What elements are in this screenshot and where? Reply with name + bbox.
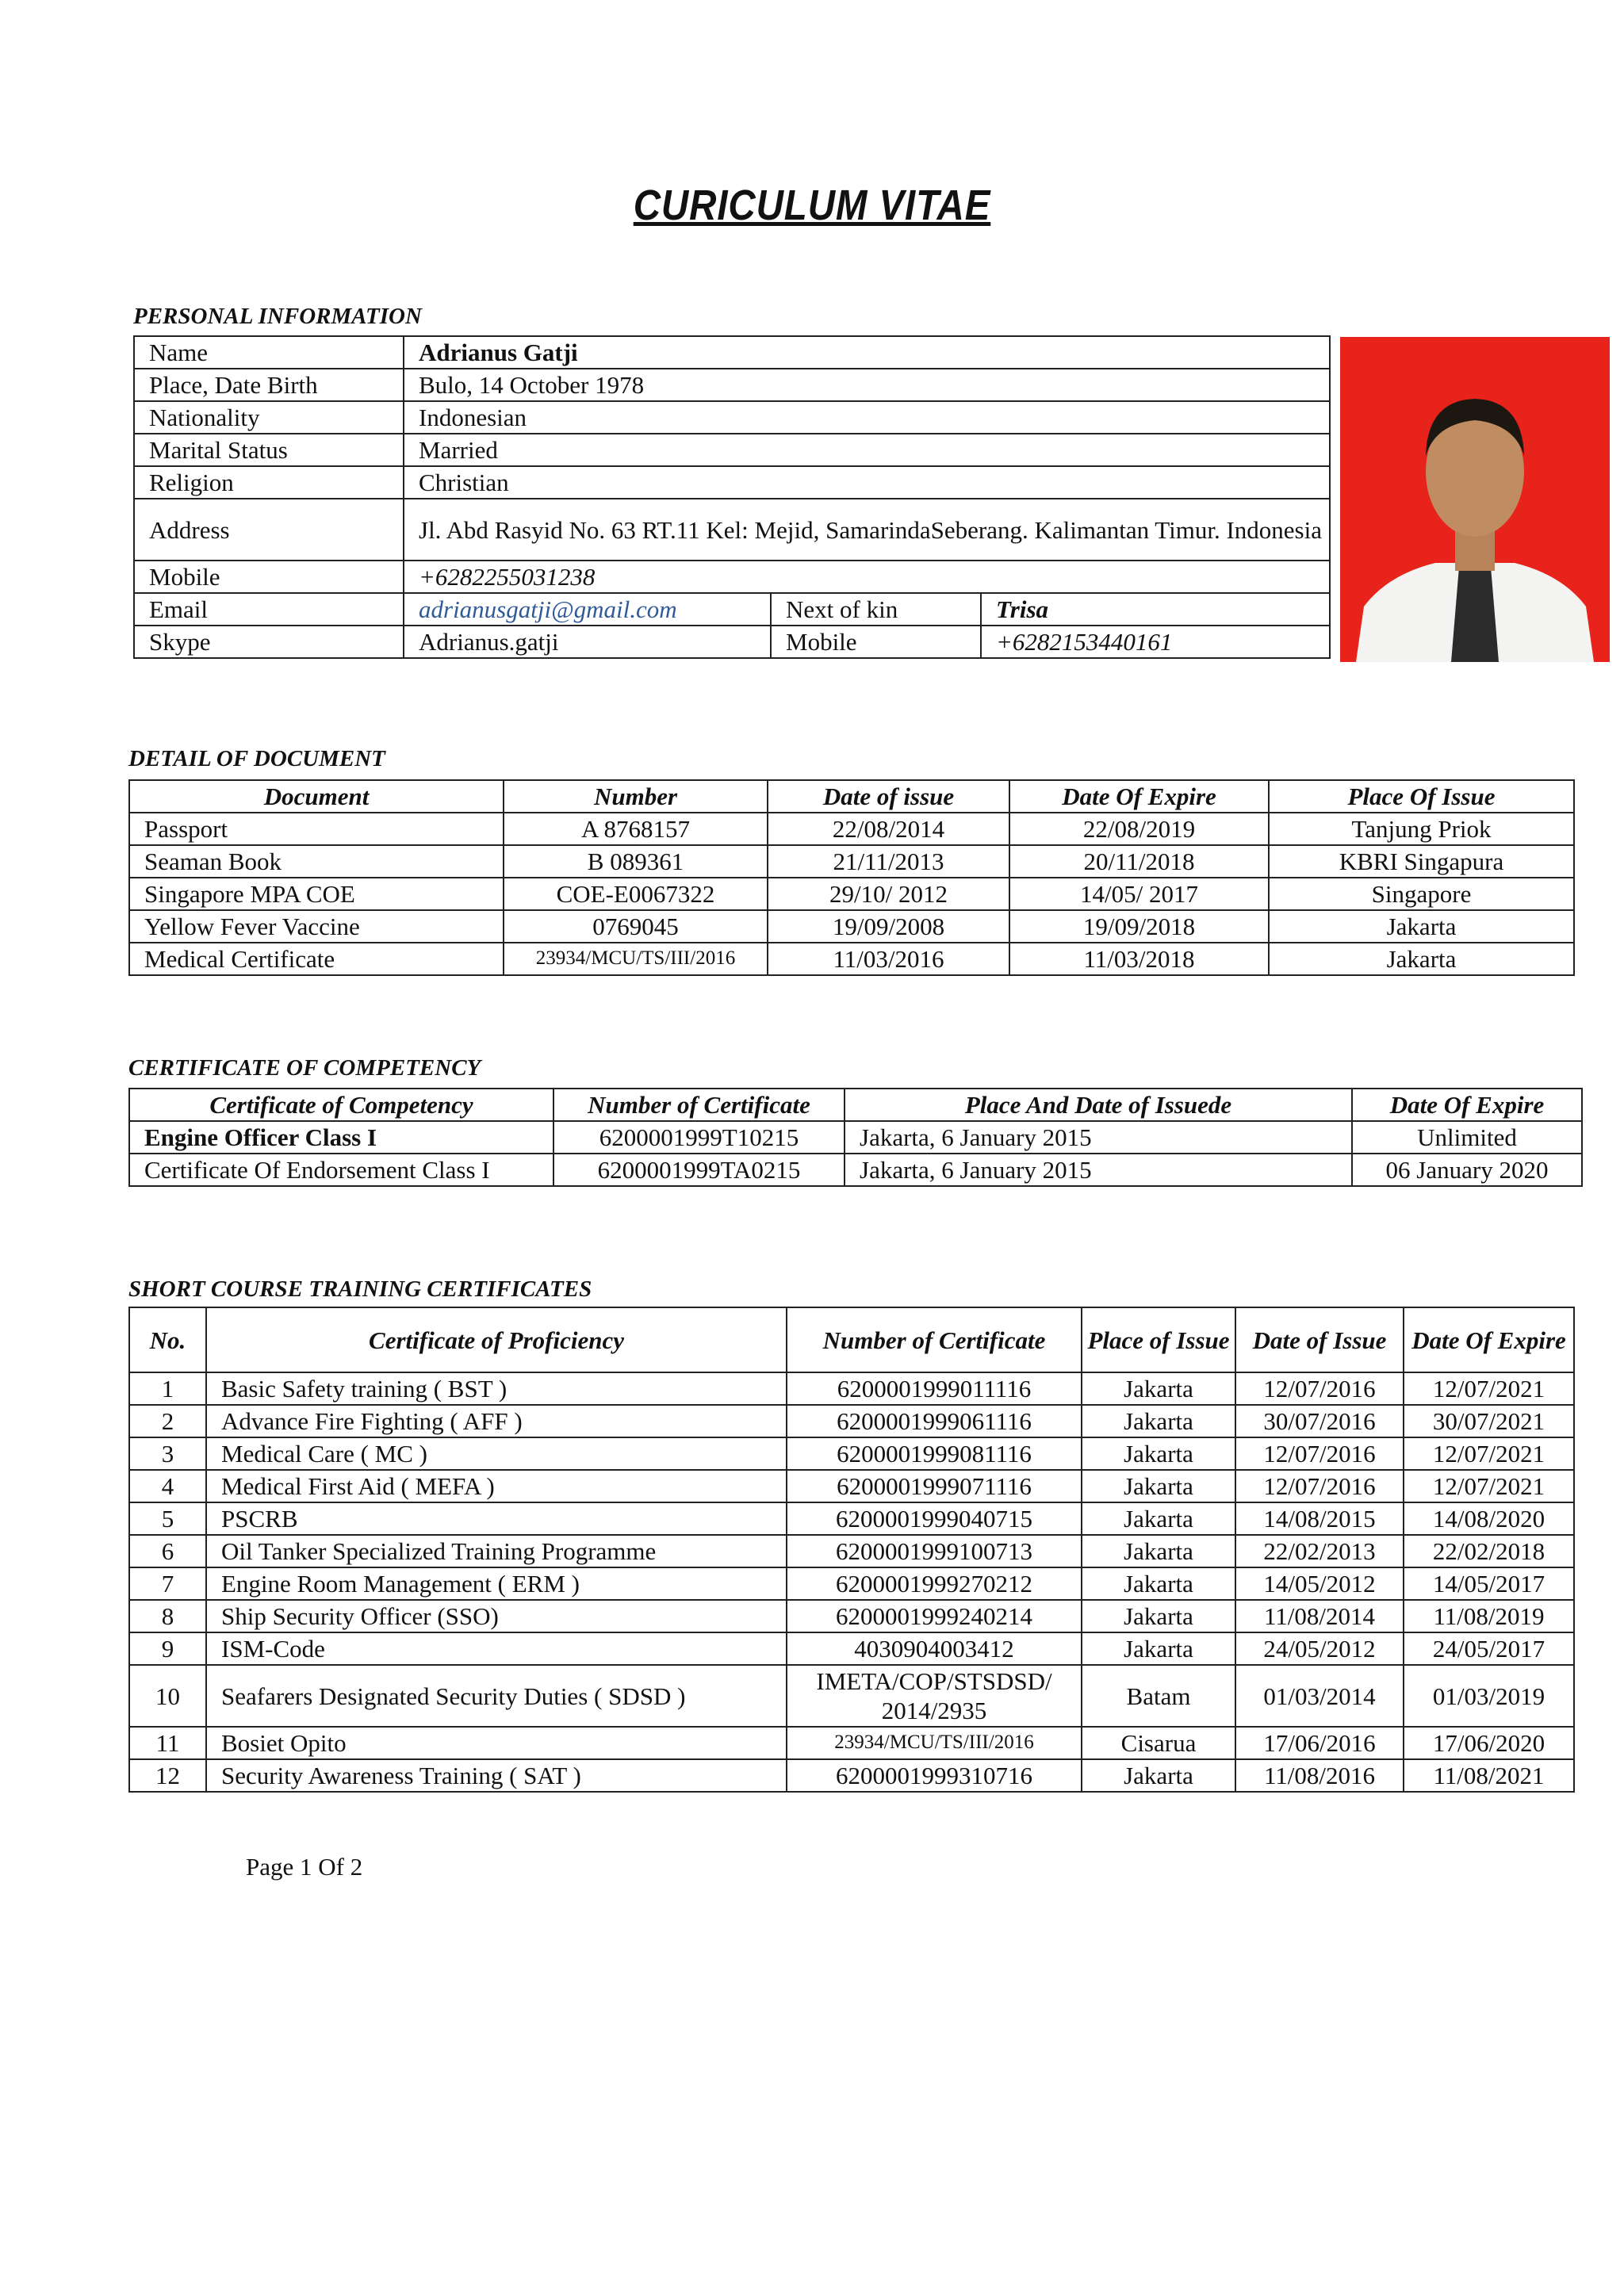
field-value: Bulo, 14 October 1978 bbox=[404, 369, 1330, 401]
column-header: Place Of Issue bbox=[1269, 780, 1574, 813]
table-cell: 22/02/2018 bbox=[1404, 1535, 1574, 1567]
table-cell: 4 bbox=[129, 1470, 206, 1502]
table-cell: Jakarta bbox=[1269, 943, 1574, 975]
table-row bbox=[129, 813, 1574, 845]
column-header: Date of Issue bbox=[1235, 1307, 1404, 1372]
table-row bbox=[129, 1600, 1574, 1632]
table-row bbox=[129, 1502, 1574, 1535]
table-cell: Medical Care ( MC ) bbox=[206, 1437, 787, 1470]
table-row bbox=[129, 1372, 1574, 1405]
field-label: Religion bbox=[134, 466, 404, 499]
column-header: Number of Certificate bbox=[553, 1089, 845, 1121]
table-cell: Engine Room Management ( ERM ) bbox=[206, 1567, 787, 1600]
table-cell: 06 January 2020 bbox=[1352, 1154, 1582, 1186]
table-cell: Jakarta bbox=[1082, 1567, 1235, 1600]
table-cell: Security Awareness Training ( SAT ) bbox=[206, 1759, 787, 1792]
table-cell: 10 bbox=[129, 1665, 206, 1727]
table-cell: Jakarta, 6 January 2015 bbox=[845, 1121, 1352, 1154]
table-row bbox=[129, 1567, 1574, 1600]
table-cell: B 089361 bbox=[504, 845, 768, 878]
personal-row bbox=[134, 561, 1330, 593]
table-cell: 14/08/2020 bbox=[1404, 1502, 1574, 1535]
table-cell: Singapore MPA COE bbox=[129, 878, 504, 910]
field-label: Next of kin bbox=[771, 593, 981, 626]
table-cell: 21/11/2013 bbox=[768, 845, 1009, 878]
table-cell: 20/11/2018 bbox=[1009, 845, 1269, 878]
field-label: Nationality bbox=[134, 401, 404, 434]
table-cell: Seaman Book bbox=[129, 845, 504, 878]
field-value: Jl. Abd Rasyid No. 63 RT.11 Kel: Mejid, SamarindaSeberang. Kalimantan Timur. Indonesia bbox=[404, 499, 1330, 561]
table-cell: 11 bbox=[129, 1727, 206, 1759]
documents-table bbox=[128, 779, 1575, 976]
table-row bbox=[129, 910, 1574, 943]
table-cell: Medical First Aid ( MEFA ) bbox=[206, 1470, 787, 1502]
table-cell: 30/07/2021 bbox=[1404, 1405, 1574, 1437]
personal-row bbox=[134, 369, 1330, 401]
table-cell: Jakarta bbox=[1082, 1502, 1235, 1535]
table-cell: Jakarta bbox=[1082, 1437, 1235, 1470]
table-cell: 17/06/2016 bbox=[1235, 1727, 1404, 1759]
table-cell: Oil Tanker Specialized Training Programme bbox=[206, 1535, 787, 1567]
field-value: Christian bbox=[404, 466, 1330, 499]
table-cell: Basic Safety training ( BST ) bbox=[206, 1372, 787, 1405]
table-cell: Batam bbox=[1082, 1665, 1235, 1727]
table-cell: 12/07/2016 bbox=[1235, 1470, 1404, 1502]
table-cell: 14/08/2015 bbox=[1235, 1502, 1404, 1535]
field-value: +6282255031238 bbox=[404, 561, 1330, 593]
table-cell: 7 bbox=[129, 1567, 206, 1600]
table-row bbox=[129, 1470, 1574, 1502]
table-cell: Jakarta bbox=[1082, 1470, 1235, 1502]
field-label: Address bbox=[134, 499, 404, 561]
table-cell: 5 bbox=[129, 1502, 206, 1535]
table-cell: Unlimited bbox=[1352, 1121, 1582, 1154]
table-cell: Jakarta bbox=[1082, 1632, 1235, 1665]
column-header: Place And Date of Issuede bbox=[845, 1089, 1352, 1121]
personal-row bbox=[134, 434, 1330, 466]
competency-table bbox=[128, 1088, 1583, 1187]
section-heading-training: SHORT COURSE TRAINING CERTIFICATES bbox=[128, 1276, 592, 1302]
table-cell: 12/07/2021 bbox=[1404, 1470, 1574, 1502]
kin-mobile-value: +6282153440161 bbox=[981, 626, 1330, 658]
table-row bbox=[129, 1437, 1574, 1470]
field-label: Email bbox=[134, 593, 404, 626]
personal-row bbox=[134, 401, 1330, 434]
table-cell: Seafarers Designated Security Duties ( SDSD ) bbox=[206, 1665, 787, 1727]
table-cell: 22/08/2019 bbox=[1009, 813, 1269, 845]
table-cell: Engine Officer Class I bbox=[129, 1121, 553, 1154]
table-row bbox=[129, 1759, 1574, 1792]
table-row bbox=[129, 943, 1574, 975]
personal-row bbox=[134, 593, 1330, 626]
field-label: Name bbox=[134, 336, 404, 369]
table-cell: 6200001999040715 bbox=[787, 1502, 1082, 1535]
table-cell: 1 bbox=[129, 1372, 206, 1405]
column-header: Certificate of Competency bbox=[129, 1089, 553, 1121]
table-cell: 6 bbox=[129, 1535, 206, 1567]
table-cell: 19/09/2018 bbox=[1009, 910, 1269, 943]
table-cell: Jakarta, 6 January 2015 bbox=[845, 1154, 1352, 1186]
table-cell: 2 bbox=[129, 1405, 206, 1437]
personal-info-table bbox=[133, 335, 1331, 659]
table-cell: 6200001999071116 bbox=[787, 1470, 1082, 1502]
table-cell: 22/08/2014 bbox=[768, 813, 1009, 845]
table-cell: 6200001999081116 bbox=[787, 1437, 1082, 1470]
table-cell: Jakarta bbox=[1082, 1372, 1235, 1405]
training-table bbox=[128, 1307, 1575, 1793]
table-cell: Singapore bbox=[1269, 878, 1574, 910]
profile-photo bbox=[1340, 337, 1610, 662]
skype-value: Adrianus.gatji bbox=[404, 626, 771, 658]
table-cell: 12/07/2016 bbox=[1235, 1372, 1404, 1405]
email-link[interactable]: adrianusgatji@gmail.com bbox=[404, 593, 771, 626]
table-row bbox=[129, 1632, 1574, 1665]
table-row bbox=[129, 1727, 1574, 1759]
table-cell: PSCRB bbox=[206, 1502, 787, 1535]
section-heading-documents: DETAIL OF DOCUMENT bbox=[128, 746, 385, 771]
table-cell: Advance Fire Fighting ( AFF ) bbox=[206, 1405, 787, 1437]
table-cell: Jakarta bbox=[1082, 1600, 1235, 1632]
table-cell: 6200001999310716 bbox=[787, 1759, 1082, 1792]
table-row bbox=[129, 845, 1574, 878]
table-cell: 14/05/2017 bbox=[1404, 1567, 1574, 1600]
column-header: Date Of Expire bbox=[1352, 1089, 1582, 1121]
field-value: Indonesian bbox=[404, 401, 1330, 434]
table-cell: 19/09/2008 bbox=[768, 910, 1009, 943]
section-heading-competency: CERTIFICATE OF COMPETENCY bbox=[128, 1055, 481, 1081]
table-cell: 8 bbox=[129, 1600, 206, 1632]
table-cell: 6200001999T10215 bbox=[553, 1121, 845, 1154]
table-cell: 30/07/2016 bbox=[1235, 1405, 1404, 1437]
table-cell: 11/03/2016 bbox=[768, 943, 1009, 975]
table-cell: ISM-Code bbox=[206, 1632, 787, 1665]
table-cell: 9 bbox=[129, 1632, 206, 1665]
table-cell: 6200001999TA0215 bbox=[553, 1154, 845, 1186]
column-header: Date Of Expire bbox=[1009, 780, 1269, 813]
table-cell: 6200001999011116 bbox=[787, 1372, 1082, 1405]
table-cell: 24/05/2012 bbox=[1235, 1632, 1404, 1665]
table-cell: 17/06/2020 bbox=[1404, 1727, 1574, 1759]
table-cell: Cisarua bbox=[1082, 1727, 1235, 1759]
table-cell: COE-E0067322 bbox=[504, 878, 768, 910]
table-cell: Jakarta bbox=[1082, 1759, 1235, 1792]
personal-row bbox=[134, 499, 1330, 561]
table-cell: 24/05/2017 bbox=[1404, 1632, 1574, 1665]
table-cell: 12/07/2021 bbox=[1404, 1437, 1574, 1470]
field-label: Place, Date Birth bbox=[134, 369, 404, 401]
table-cell: Certificate Of Endorsement Class I bbox=[129, 1154, 553, 1186]
table-cell: 22/02/2013 bbox=[1235, 1535, 1404, 1567]
field-label: Skype bbox=[134, 626, 404, 658]
column-header: Date Of Expire bbox=[1404, 1307, 1574, 1372]
table-cell: 11/08/2016 bbox=[1235, 1759, 1404, 1792]
column-header: Certificate of Proficiency bbox=[206, 1307, 787, 1372]
table-cell: Medical Certificate bbox=[129, 943, 504, 975]
table-cell: 6200001999240214 bbox=[787, 1600, 1082, 1632]
personal-row bbox=[134, 626, 1330, 658]
table-row bbox=[129, 1665, 1574, 1727]
table-row bbox=[129, 1121, 1582, 1154]
table-cell: Bosiet Opito bbox=[206, 1727, 787, 1759]
field-value: Married bbox=[404, 434, 1330, 466]
column-header: Number bbox=[504, 780, 768, 813]
table-cell: 4030904003412 bbox=[787, 1632, 1082, 1665]
table-cell: IMETA/COP/STSDSD/ 2014/2935 bbox=[787, 1665, 1082, 1727]
table-cell: 14/05/ 2017 bbox=[1009, 878, 1269, 910]
field-value: Adrianus Gatji bbox=[404, 336, 1330, 369]
table-cell: Jakarta bbox=[1082, 1535, 1235, 1567]
table-cell: 01/03/2014 bbox=[1235, 1665, 1404, 1727]
table-row bbox=[129, 1405, 1574, 1437]
table-cell: 12/07/2016 bbox=[1235, 1437, 1404, 1470]
next-of-kin-value: Trisa bbox=[981, 593, 1330, 626]
field-label: Mobile bbox=[134, 561, 404, 593]
personal-row bbox=[134, 336, 1330, 369]
document-title: CURICULUM VITAE bbox=[633, 182, 991, 229]
table-row bbox=[129, 1535, 1574, 1567]
table-row bbox=[129, 1154, 1582, 1186]
section-heading-personal: PERSONAL INFORMATION bbox=[133, 304, 422, 329]
column-header: Place of Issue bbox=[1082, 1307, 1235, 1372]
column-header: Date of issue bbox=[768, 780, 1009, 813]
table-cell: 6200001999061116 bbox=[787, 1405, 1082, 1437]
table-cell: 12/07/2021 bbox=[1404, 1372, 1574, 1405]
table-cell: 0769045 bbox=[504, 910, 768, 943]
table-cell: 29/10/ 2012 bbox=[768, 878, 1009, 910]
table-cell: KBRI Singapura bbox=[1269, 845, 1574, 878]
field-label: Marital Status bbox=[134, 434, 404, 466]
table-cell: 11/03/2018 bbox=[1009, 943, 1269, 975]
column-header: Document bbox=[129, 780, 504, 813]
table-cell: A 8768157 bbox=[504, 813, 768, 845]
table-cell: Tanjung Priok bbox=[1269, 813, 1574, 845]
table-cell: Jakarta bbox=[1269, 910, 1574, 943]
column-header: Number of Certificate bbox=[787, 1307, 1082, 1372]
table-cell: 12 bbox=[129, 1759, 206, 1792]
table-cell: 11/08/2021 bbox=[1404, 1759, 1574, 1792]
table-cell: 3 bbox=[129, 1437, 206, 1470]
table-cell: 23934/MCU/TS/III/2016 bbox=[787, 1727, 1082, 1759]
personal-row bbox=[134, 466, 1330, 499]
table-cell: 11/08/2014 bbox=[1235, 1600, 1404, 1632]
table-cell: 11/08/2019 bbox=[1404, 1600, 1574, 1632]
field-label: Mobile bbox=[771, 626, 981, 658]
table-row bbox=[129, 878, 1574, 910]
table-cell: 14/05/2012 bbox=[1235, 1567, 1404, 1600]
table-cell: 6200001999100713 bbox=[787, 1535, 1082, 1567]
column-header: No. bbox=[129, 1307, 206, 1372]
table-cell: 23934/MCU/TS/III/2016 bbox=[504, 943, 768, 975]
table-cell: 6200001999270212 bbox=[787, 1567, 1082, 1600]
page-number: Page 1 Of 2 bbox=[246, 1853, 363, 1881]
table-cell: 01/03/2019 bbox=[1404, 1665, 1574, 1727]
table-cell: Jakarta bbox=[1082, 1405, 1235, 1437]
table-cell: Ship Security Officer (SSO) bbox=[206, 1600, 787, 1632]
table-cell: Yellow Fever Vaccine bbox=[129, 910, 504, 943]
table-cell: Passport bbox=[129, 813, 504, 845]
